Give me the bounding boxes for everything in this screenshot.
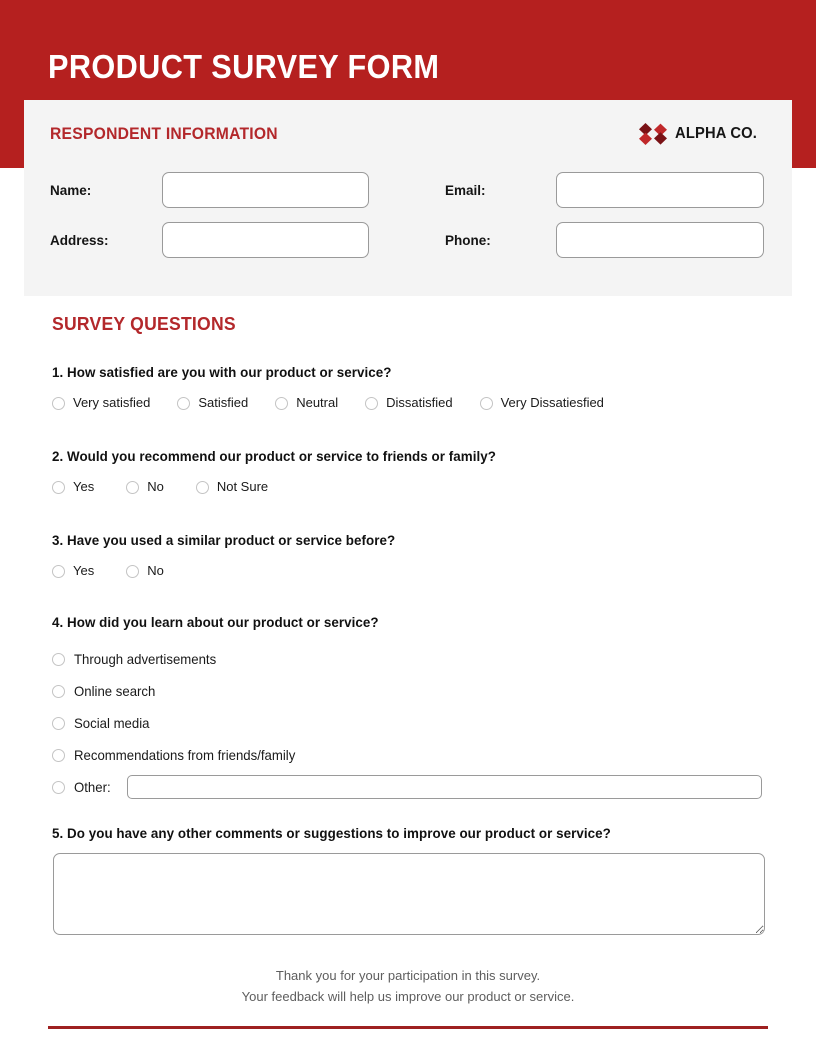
question-4 [52,614,762,803]
option-label: Through advertisements [74,651,217,667]
respondent-row-1 [24,166,792,216]
question-4-text: 4. How did you learn about our product or service? [52,615,379,630]
radio-icon[interactable] [177,397,190,410]
name-input[interactable] [162,172,369,208]
question-1-option-satisfied[interactable] [177,395,248,411]
question-4-option-recommendations[interactable] [52,739,762,771]
option-label: Online search [74,683,156,699]
radio-icon[interactable] [196,481,209,494]
option-label: Very Dissatiesfied [500,395,604,410]
question-2-options [52,479,510,495]
radio-icon[interactable] [52,565,65,578]
question-4-option-online-search[interactable] [52,675,762,707]
brand-logo [638,122,764,146]
question-5 [52,825,628,842]
phone-label: Phone: [445,233,491,248]
radio-icon[interactable] [52,781,65,794]
option-label: Not Sure [216,479,269,494]
radio-icon[interactable] [52,685,65,698]
question-2-option-no[interactable] [126,479,164,495]
respondent-section-title: RESPONDENT INFORMATION [50,125,278,143]
question-3 [52,532,406,579]
radio-icon[interactable] [52,749,65,762]
radio-icon[interactable] [52,717,65,730]
option-label: Very satisfied [73,395,151,410]
radio-icon[interactable] [52,481,65,494]
radio-icon[interactable] [480,397,493,410]
footer-thank-you-note [0,965,816,1007]
option-label: Dissatisfied [386,395,453,410]
brand-logo-text: ALPHA CO. [674,125,757,142]
radio-icon[interactable] [126,481,139,494]
question-2-option-yes[interactable] [52,479,94,495]
question-1-text: 1. How satisfied are you with our product or service? [52,365,392,380]
question-3-option-yes[interactable] [52,563,94,579]
question-2-option-not-sure[interactable] [196,479,268,495]
question-4-option-social-media[interactable] [52,707,762,739]
survey-section-title: SURVEY QUESTIONS [52,313,236,334]
option-label: Social media [74,715,150,731]
footer-line-2: Your feedback will help us improve our product or service. [241,989,575,1004]
radio-icon[interactable] [52,397,65,410]
question-4-option-advertisements[interactable] [52,643,762,675]
question-1 [52,364,604,411]
radio-icon[interactable] [365,397,378,410]
respondent-fields-grid [24,166,792,266]
option-label: Other: [74,779,111,795]
question-5-text: 5. Do you have any other comments or suggestions to improve our product or service? [52,826,611,841]
respondent-row-2 [24,216,792,266]
page-title: PRODUCT SURVEY FORM [48,48,440,85]
name-label: Name: [50,183,92,198]
question-4-other-input[interactable] [127,775,762,799]
footer-divider [48,1026,768,1029]
question-1-options [52,395,604,411]
radio-icon[interactable] [275,397,288,410]
phone-input[interactable] [556,222,764,258]
question-3-option-no[interactable] [126,563,164,579]
respondent-panel-header [24,100,792,166]
question-5-comment-textarea[interactable] [53,853,765,935]
question-3-text: 3. Have you used a similar product or service before? [52,533,396,548]
option-label: Satisfied [198,395,249,410]
diamond-cluster-logo-icon [638,122,668,146]
address-input[interactable] [162,222,369,258]
option-label: No [147,479,164,494]
radio-icon[interactable] [52,653,65,666]
question-2-text: 2. Would you recommend our product or service to friends or family? [52,449,496,464]
footer-line-1: Thank you for your participation in this survey. [275,968,541,983]
address-label: Address: [50,233,109,248]
respondent-information-panel [24,100,792,296]
radio-icon[interactable] [126,565,139,578]
question-4-option-other[interactable] [52,771,762,803]
option-label: Yes [73,479,95,494]
email-input[interactable] [556,172,764,208]
option-label: Yes [73,563,95,578]
question-4-options [52,643,762,803]
option-label: No [147,563,164,578]
question-1-option-neutral[interactable] [275,395,338,411]
option-label: Recommendations from friends/family [74,747,296,763]
question-3-options [52,563,406,579]
question-1-option-very-dissatisfied[interactable] [480,395,604,411]
option-label: Neutral [296,395,339,410]
question-2 [52,448,510,495]
email-label: Email: [445,183,486,198]
question-1-option-very-satisfied[interactable] [52,395,150,411]
question-1-option-dissatisfied[interactable] [365,395,452,411]
